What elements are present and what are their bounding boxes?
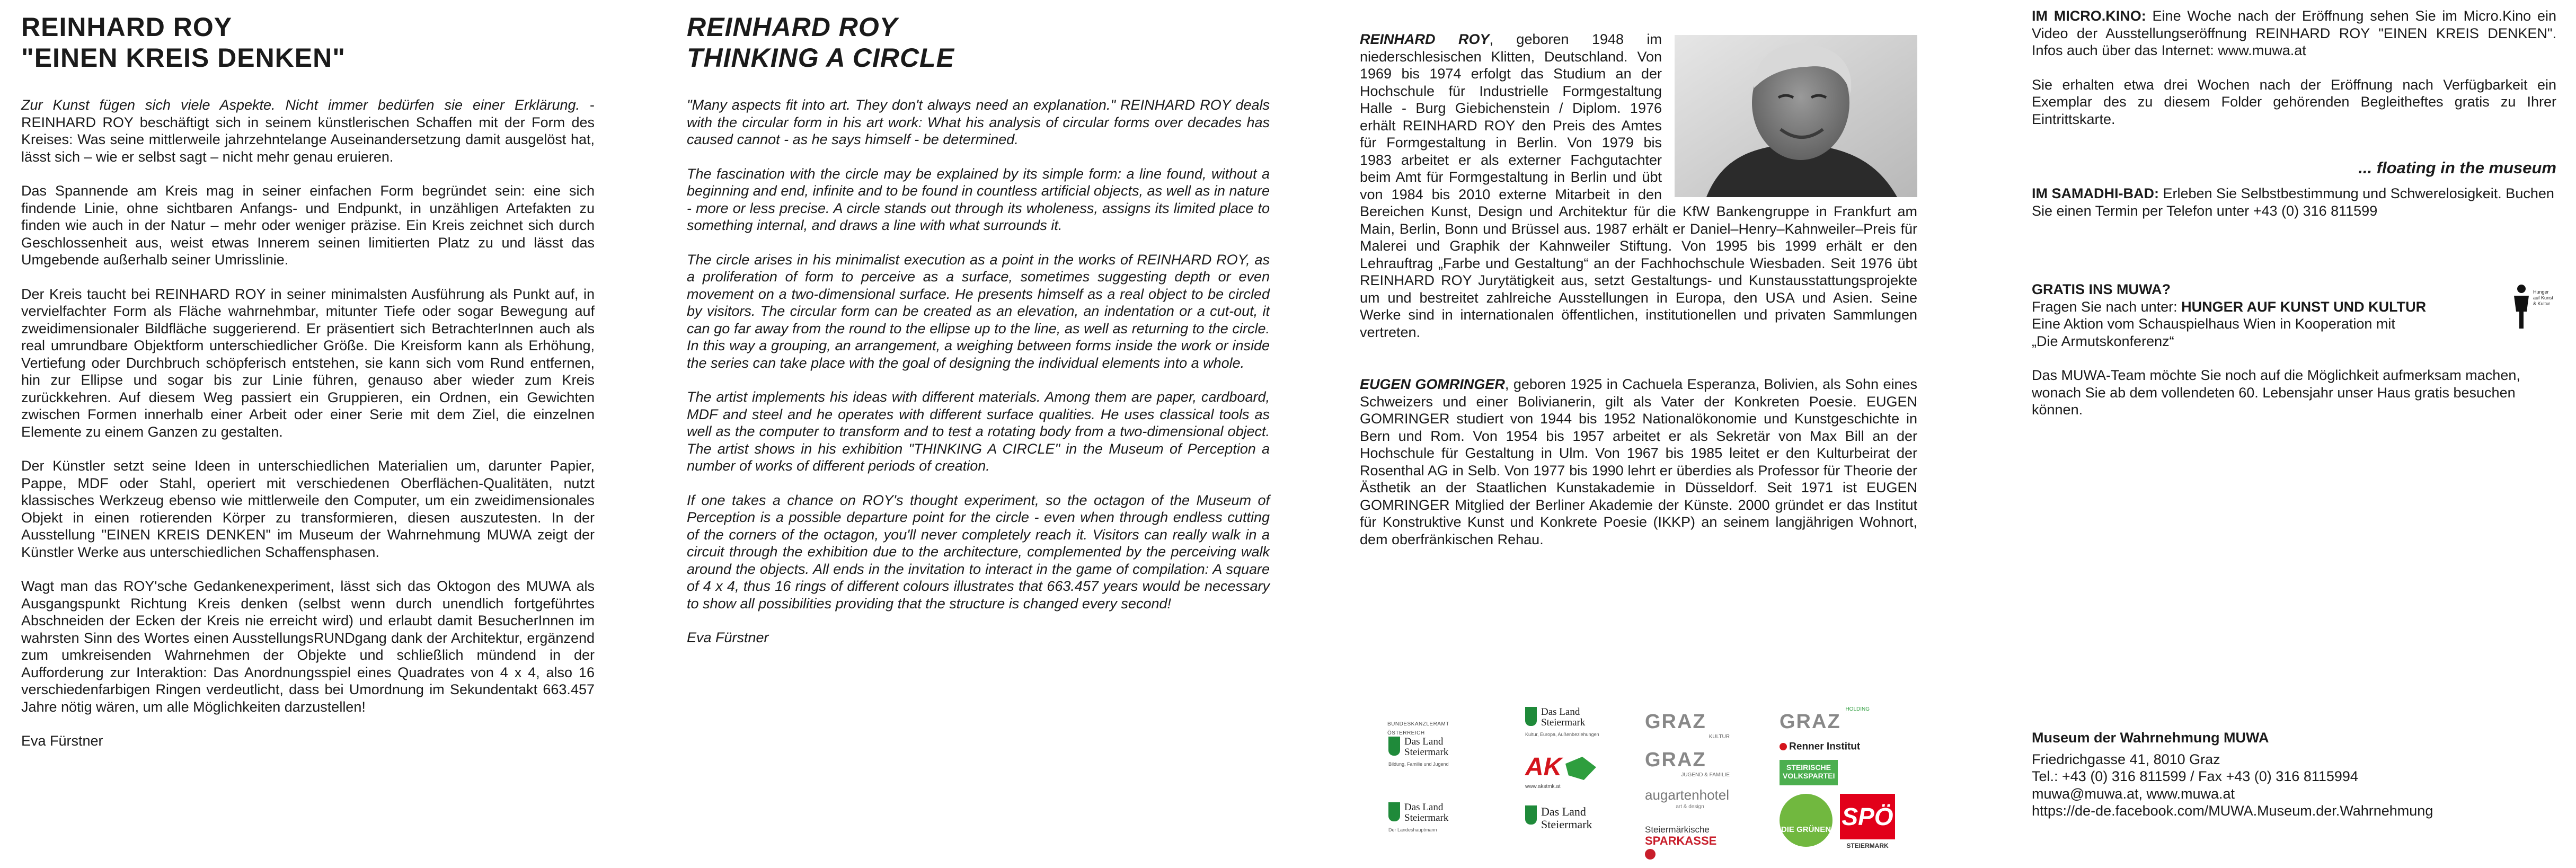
land2-line2: Steiermark: [1541, 717, 1586, 728]
ak-letters: AK: [1525, 753, 1562, 781]
graz-jugend-logo: [1645, 749, 1730, 776]
land4-line2: Steiermark: [1541, 818, 1592, 831]
die-gruenen-logo: [1780, 794, 1833, 847]
english-paragraph-2: The fascination with the circle may be explained by its simple form: a line found, without a beginning and end, infinite and to be found in countless artificial objects, as well as in nature - more or less precise. A circle stands out through its wholeness, assigns its limited place to something internal, and draws a line with what surrounds it.: [687, 165, 1270, 233]
land1-line2: Steiermark: [1404, 747, 1449, 758]
roy-name: REINHARD ROY: [1360, 31, 1490, 47]
museum-phone: Tel.: +43 (0) 316 811599 / Fax +43 (0) 316 8115994: [2032, 768, 2358, 784]
land2-line1: Das Land: [1541, 706, 1580, 718]
land3-line1: Das Land: [1404, 802, 1444, 813]
renner-dot-icon: [1780, 743, 1787, 750]
land1-sub: Bildung, Familie und Jugend: [1388, 761, 1449, 767]
floating-heading: ... floating in the museum: [2358, 158, 2556, 177]
samadhi-text: Erleben Sie Selbstbestimmung und Schwerelosigkeit. Buchen Sie einen Termin per Telefon unter +43 (0) 316 811599: [2032, 185, 2554, 219]
german-paragraph-2: Das Spannende am Kreis mag in seiner einfachen Form begründet sein: eine sich findende Linie, ohne sichtbaren Anfangs- und Endpunkt, in unzähligen Artefakten zu finden wie auch in der Natur – mehr oder weniger präzise. Ein Kreis zeichnet sich durch Geschlossenheit aus, weist etwas Innerem seinen limitierten Platz zu und lässt das Umgebende außerhalb seiner Umrisslinie.: [21, 183, 595, 268]
folder-info: Sie erhalten etwa drei Wochen nach der Eröffnung nach Verfügbarkeit ein Exemplar des zu diesem Folder gehörenden Begleitheftes gratis zu Ihrer Eintrittskarte.: [2032, 76, 2556, 127]
gratis-ask: [2032, 298, 2556, 316]
german-intro-quote: Zur Kunst fügen sich viele Aspekte. Nicht immer bedürfen sie einer Erklärung.: [21, 97, 580, 113]
portrait-image: [1675, 35, 1917, 197]
steiermark-shield-icon: [1525, 707, 1537, 726]
english-paragraph-4: The artist implements his ideas with different materials. Among them are paper, cardboard, MDF and steel and he operates with different surface qualities. He uses classical tools as well as the computer to transform and to test a rotating body from a two-dimensional object. The artist shows in his exhibition "THINKING A CIRCLE" in the Museum of Perception a number of works of different periods of creation.: [687, 389, 1270, 474]
land3-text: [1404, 802, 1448, 823]
graz3-text: GRAZ: [1780, 711, 1841, 733]
spo-text: SPÖ: [1840, 794, 1895, 839]
english-signature: Eva Fürstner: [687, 630, 769, 645]
graz-holding-logo: [1780, 705, 1870, 732]
graz3-top: HOLDING: [1845, 706, 1870, 712]
english-paragraph-5: If one takes a chance on ROY's thought experiment, so the octagon of the Museum of Perception is a possible departure point for the circle - even when through endless cutting of the corners of the octagon, you'll never completely reach it. Visitors can really walk in a circuit through the exhibition due to the architecture, complemented by the perceiving walk around the objects. All ends in the invitation to interact in the game of compilation: A square of 4 x 4, thus 16 rings of different colours illustrates that 663.457 years would be necessary to show all possibilities providing that the structure is changed every second!: [687, 492, 1270, 612]
english-paragraph-1: "Many aspects fit into art. They don't always need an explanation." REINHARD ROY deals with the circular form in his art work: What his analysis of circular forms over decades has caused cannot - as he says himself - be determined.: [687, 97, 1270, 147]
graz2-sub: JUGEND & FAMILIE: [1681, 772, 1730, 778]
gratis-title: GRATIS INS MUWA?: [2032, 281, 2171, 297]
roy-bio-text: , geboren 1948 im niederschlesischen Klitten, Deutschland. Von 1969 bis 1974 erfolgt das Studium an der Hochschule für Industrielle Formgestaltung Halle - Burg Giebichenstein / Diplom. 1976 erhält REINHARD ROY den Preis des Amtes für Formgestaltung in Berlin. Von 1979 bis 1983 arbeitet er als externer Fachgutachter beim Amt für Formgestaltung in Berlin und übt von 1984 bis 2010 externe Mitarbeit in den Bereichen Kunst, Design und Architektur für die KfW Bankengruppe in Frankfurt am Main, Berlin, Bonn und Brüssel aus. 1987 erhält er Daniel–Henry–Kahnweiler–Preis für Malerei und Graphik der Kahnweiler Stiftung. Von 1995 bis 1999 erhält er den Lehrauftrag „Farbe und Gestaltung“ an der Fachhochschule Wiesbaden. Seit 1976 übt REINHARD ROY Jurytätigkeit aus, setzt Gestaltungs- und Kunstausstattungsprojekte um und bestreitet zahlreiche Ausstellungen in Europa, den USA und Asien. Seine Werke sind in internationalen öffentlichen, institutionellen und privaten Sammlungen vertreten.: [1360, 31, 1917, 340]
augartenhotel-logo: [1645, 787, 1735, 809]
sparkasse-line2-wrap: [1645, 835, 1730, 860]
english-title-line1: REINHARD ROY: [687, 12, 898, 42]
hunger-figure-icon: [2511, 284, 2532, 330]
german-paragraph-5: Wagt man das ROY'sche Gedankenexperiment, lässt sich das Oktogon des MUWA als Ausgangspunkt Richtung Kreis denken (selbst wenn durch unendlich fortgeführtes Abschneiden der Ecken der Kreis nie erreicht wird) und erlaubt damit BesucherInnen im wahrsten Sinn des Wortes einen AusstellungsRUNDgang dank der Architektur, ergänzend zum umkreisenden Wahrnehmen der Objekte und schließlich mündend in der Aufforderung zur Interaktion: Das Anordnungsspiel eines Quadrates von 4 x 4, also 16 verschiedenfarbigen Ringen verdeutlicht, dass bei Umordnung im Sekundentakt 663.457 Jahre nötig wären, um alle Möglichkeiten darzustellen!: [21, 578, 595, 715]
senior-free-entry-info: Das MUWA-Team möchte Sie noch auf die Möglichkeit aufmerksam machen, wonach Sie ab dem vollendeten 60. Lebensjahr unser Haus gratis besuchen können.: [2032, 367, 2520, 418]
spo-logo: [1840, 794, 1895, 849]
graz1-sub: KULTUR: [1709, 734, 1730, 740]
land2-sub: Kultur, Europa, Außenbeziehungen: [1525, 732, 1599, 737]
english-title: [687, 12, 1270, 73]
micro-kino-info: [2032, 7, 2556, 59]
volkspartei-text: STEIRISCHE VOLKSPARTEI: [1783, 763, 1835, 780]
graz-kultur-logo: [1645, 711, 1730, 738]
spo-sub: STEIERMARK: [1846, 842, 1889, 849]
land4-line1: Das Land: [1541, 805, 1586, 818]
sparkasse-line2: SPARKASSE: [1645, 834, 1717, 847]
steiermark-shield-icon: [1388, 737, 1400, 756]
sparkasse-logo: [1645, 825, 1730, 856]
graz2-text: GRAZ: [1645, 749, 1706, 771]
museum-address: Friedrichgasse 41, 8010 Graz: [2032, 751, 2220, 767]
german-title-line2: "EINEN KREIS DENKEN": [21, 43, 346, 73]
land2-text: [1541, 707, 1585, 728]
samadhi-info: [2032, 185, 2556, 219]
english-text-column: [687, 12, 1270, 646]
steiermark-shield-icon: [1525, 805, 1537, 825]
land1-line1: Das Land: [1404, 736, 1444, 747]
graz1-text: GRAZ: [1645, 711, 1706, 733]
gratis-ask-prefix: Fragen Sie nach unter:: [2032, 298, 2182, 315]
land4-text: [1541, 805, 1592, 831]
german-title: [21, 12, 595, 73]
german-signature: Eva Fürstner: [21, 733, 103, 749]
german-paragraph-4: Der Künstler setzt seine Ideen in unterschiedlichen Materialien um, darunter Papier, Pappe, MDF oder Stahl, operiert mit verschiedenen Oberflächen-Qualitäten, nutzt klassisches Werkzeug ebenso wie mittlerweile den Computer, um ein zweidimensionales Objekt in einen rotierenden Körper zu transformieren, diesen auszutesten. In der Ausstellung "EINEN KREIS DENKEN" im Museum der Wahrnehmung MUWA zeigt der Künstler Werke aus unterschiedlichen Schaffensphasen.: [21, 458, 595, 560]
augarten-text: augartenhotel: [1645, 787, 1730, 803]
samadhi-label: IM SAMADHI-BAD:: [2032, 185, 2159, 201]
gomringer-name: EUGEN GOMRINGER: [1360, 376, 1505, 392]
steirische-volkspartei-logo: [1780, 760, 1838, 785]
german-title-line1: REINHARD ROY: [21, 12, 233, 42]
gruene-text: DIE GRÜNEN: [1781, 825, 1831, 834]
sparkasse-line1: Steiermärkische: [1645, 825, 1710, 835]
micro-kino-label: IM MICRO.KINO:: [2032, 8, 2146, 24]
english-title-line2: THINKING A CIRCLE: [687, 43, 954, 73]
ak-sub: www.akstmk.at: [1525, 784, 1561, 790]
museum-contact: [2032, 729, 2433, 820]
german-intro-text: - REINHARD ROY beschäftigt sich in seinem künstlerischen Schaffen mit der Form des Kreises: Was seine mittlerweile jahrzehntelange Auseinandersetzung damit ausgelöst hat, lässt sich – wie er selbst sagt – nicht mehr genau eruieren.: [21, 97, 595, 165]
english-paragraph-3: The circle arises in his minimalist execution as a point in the works of REINHARD ROY, as a proliferation of form to perceive as a surface, sometimes suggesting depth or even movement on a two-dimensional surface. He presents himself as a real object to be circled by visitors. The circular form can be created as an elevation, an indentation or a cut-out, it can go far away from the round to the ellipse up to the line, as well as returning to the circle. In this way a grouping, an arrangement, a weighing between forms inside the work or inside the series can take place with the goal of designing the individual elements into a whole.: [687, 251, 1270, 371]
bka-logo: [1387, 720, 1467, 738]
bka-logo-text: BUNDESKANZLERAMT ÖSTERREICH: [1387, 721, 1449, 736]
gratis-armutskonferenz: „Die Armutskonferenz“: [2032, 333, 2174, 349]
biography-column: [1360, 31, 1917, 565]
land1-text: [1404, 737, 1448, 758]
german-text-column: [21, 12, 595, 749]
german-paragraph-3: Der Kreis taucht bei REINHARD ROY in seiner minimalsten Ausführung als Punkt auf, in vervielfachter Form als Fläche wahrnehmbar, mitunter Tiefe oder sogar Bewegung auf zweidimensionaler Bildfläche suggerierend. Er präsentiert sich BetrachterInnen auch als real umrundbare Objektform unterschiedlicher Größe. Die Kreisform kann als Erhöhung, Vertiefung oder Durchbruch schöpferisch entstehen, sie kann sich vom Rund entfernen, hin zur Ellipse und sogar bis zur Linie führen, genauso aber wieder zum Kreis zurückkehren. Auf diesem Weg passiert ein Gruppieren, ein Ordnen, ein Gewichten zwischen Formen innerhalb einer Arbeit oder einer Serie mit dem Ziel, die einzelnen Elemente zu einem Ganzen zu gestalten.: [21, 286, 595, 440]
museum-name: Museum der Wahrnehmung MUWA: [2032, 730, 2269, 746]
steiermark-map-icon: [1565, 757, 1596, 780]
museum-facebook: https://de-de.facebook.com/MUWA.Museum.der.Wahrnehmung: [2032, 803, 2433, 819]
gratis-ask-campaign: HUNGER AUF KUNST UND KULTUR: [2181, 298, 2427, 315]
land3-sub: Der Landeshauptmann: [1388, 827, 1437, 832]
ak-logo: [1525, 754, 1610, 796]
gratis-cooperation: Eine Aktion vom Schauspielhaus Wien in Kooperation mit: [2032, 316, 2395, 332]
gratis-section: [2032, 281, 2556, 419]
land3-line2: Steiermark: [1404, 812, 1449, 823]
micro-kino-text: Eine Woche nach der Eröffnung sehen Sie im Micro.Kino ein Video der Ausstellungseröffnung REINHARD ROY "EINEN KREIS DENKEN". Infos auch über das Internet: www.muwa.at: [2032, 8, 2556, 58]
german-paragraph-1: [21, 96, 595, 165]
augarten-sub: art & design: [1676, 804, 1704, 810]
steiermark-shield-icon: [1388, 802, 1400, 821]
sponsor-logos: [1386, 705, 1895, 864]
hunger-logo-text: Hunger auf Kunst & Kultur: [2533, 289, 2554, 306]
renner-text: Renner Institut: [1789, 741, 1861, 752]
gomringer-biography: [1360, 376, 1917, 548]
info-column: [2032, 7, 2556, 819]
renner-institut-logo: [1780, 742, 1870, 758]
sparkasse-s-icon: [1645, 849, 1656, 860]
artist-portrait-photo: [1675, 35, 1917, 197]
hunger-auf-kunst-logo: [2511, 284, 2553, 332]
gomringer-bio-text: , geboren 1925 in Cachuela Esperanza, Bolivien, als Sohn eines Schweizers und einer Bolivianerin, gilt als Vater der Konkreten Poesie. EUGEN GOMRINGER studiert von 1944 bis 1952 Nationalökonomie und Kunstgeschichte in Bern und Rom. Von 1954 bis 1957 arbeitet er als Sekretär von Max Bill an der Hochschule für Gestaltung in Ulm. Von 1967 bis 1985 leitet er den Kulturbeirat der Rosenthal AG in Selb. Von 1977 bis 1990 lehrt er überdies als Professor für Theorie der Ästhetik an der Staatlichen Kunstakademie in Düsseldorf. Seit 1971 ist EUGEN GOMRINGER Mitglied der Berliner Akademie der Künste. 2000 gründet er das Institut für Konstruktive Kunst und Konkrete Poesie (IKKP) an seinem langjährigen Wohnort, dem oberfränkischen Rehau.: [1360, 376, 1917, 547]
museum-email: muwa@muwa.at, www.muwa.at: [2032, 785, 2235, 802]
